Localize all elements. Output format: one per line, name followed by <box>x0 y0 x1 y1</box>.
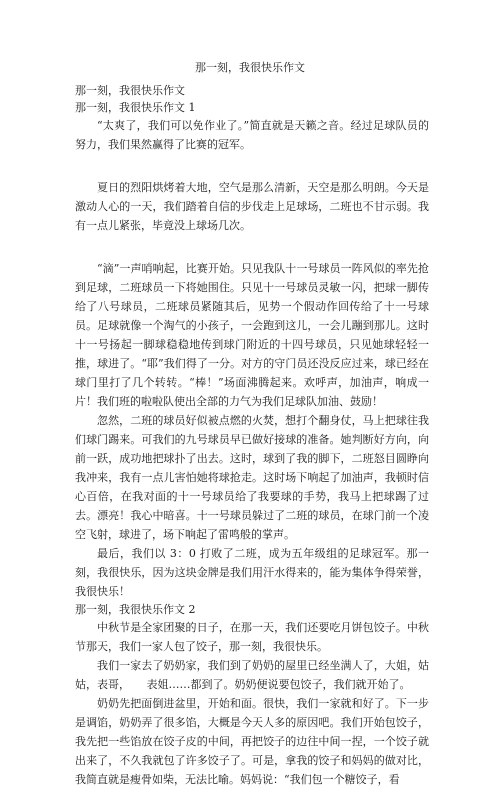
paragraph: 夏日的烈阳烘烤着大地，空气是那么清新，天空是那么明朗。今天是激动人心的一天，我们踏着自信的步伐走上足球场，二班也不甘示弱。我有一点儿紧张，毕竟没上球场几次。 <box>75 181 429 232</box>
heading: 那一刻，我很快乐作文 <box>75 84 185 97</box>
section-heading: 那一刻，我很快乐作文 2 <box>75 603 196 616</box>
paragraph: “滴”一声哨响起，比赛开始。只见我队十一号球员一阵风似的率先抢到足球，二班球员一下将她围住。只见十一号球员灵敏一闪，把球一脚传给了八号球员，二班球员紧随其后，见势一个假动作回传给了十一号球员。足球就像一个淘气的小孩子，一会跑到这儿，一会儿蹦到那儿。这时十一号扬起一脚球稳稳地传到球门附近的十四号球员，只见她球轻轻一推，球进了。“耶”我们得了一分。对方的守门员还没反应过来，球已经在球门里打了几个转转。“棒！”场面沸腾起来。欢呼声，加油声，响成一片！我们班的啦啦队使出全部的力气为我们足球队加油、鼓励！ <box>75 262 429 408</box>
section-heading: 那一刻，我很快乐作文 1 <box>75 101 196 114</box>
document-body <box>75 82 429 789</box>
paragraph: 最后，我们以 3：0 打败了二班，成为五年级组的足球冠军。那一刻，我很快乐，因为这块金牌是我们用汗水得来的，能为集体争得荣誉，我很快乐！ <box>75 547 429 598</box>
paragraph: “太爽了，我们可以免作业了。”简直就是天籁之音。经过足球队员的努力，我们果然赢得了比赛的冠军。 <box>75 119 429 151</box>
paragraph: 忽然，二班的球员好似被点燃的火焚，想打个翻身仗，马上把球往我们球门踢来。可我们的九号球员早已做好接球的准备。她判断好方向，向前一跃，成功地把球扑了出去。这时，球到了我的脚下，二班怒目圆睁向我冲来，我有一点儿害怕她将球抢走。这时场下响起了加油声，我顿时信心百倍，在我对面的十一号球员给了我要球的手势，我马上把球踢了过去。漂亮！我心中暗喜。十一号球员躲过了二班的球员，在球门前一个凌空飞射，球进了，场下响起了雷鸣般的掌声。 <box>75 414 429 541</box>
paragraph: 我们一家去了奶奶家，我们到了奶奶的屋里已经坐满人了，大姐，姑姑，表哥， 表姐……都到了。奶奶便说要包饺子，我们就开始了。 <box>75 659 429 691</box>
document-title: 那一刻，我很快乐作文 <box>195 61 305 74</box>
paragraph: 中秋节是全家团聚的日子，在那一天，我们还要吃月饼包饺子。中秋节那天，我们一家人包了饺子，那一刻，我很快乐。 <box>75 621 429 653</box>
paragraph: 奶奶先把面倒进盆里，开始和面。很快，我们一家就和好了。下一步是调馅，奶奶弄了很多馅，大概是今天人多的原因吧。我们开始包饺子，我先把一些馅放在饺子皮的中间，再把饺子的边往中间一捏，一个饺子就出来了，不久我就包了许多饺子了。可是，拿我的饺子和妈妈的做对比，我简直就是瘦骨如柴，无法比喻。妈妈说：“我们包一个糖饺子，看 <box>75 697 429 786</box>
